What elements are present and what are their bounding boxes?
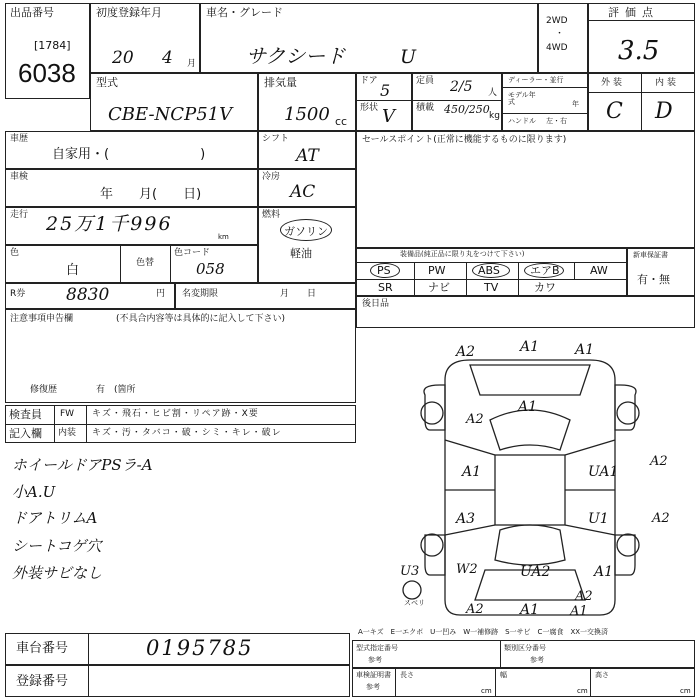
color-code-label: 色コード — [174, 248, 211, 258]
equip-ps: PS — [377, 264, 391, 277]
repair-label: 修復歴 — [30, 385, 58, 395]
name-change-value: 月 日 — [280, 289, 317, 299]
model-name-label: 車名・グレード — [206, 6, 283, 19]
first-reg-month-unit: 月 — [187, 59, 197, 69]
mark-bottom-right: A1 — [570, 604, 588, 619]
mark-bottom-center: A1 — [520, 602, 540, 618]
displacement-unit: cc — [335, 115, 348, 128]
displacement-value: 1500 — [284, 104, 330, 125]
diagram-legend: A一キズ E一エクボ U一凹み W一補修跡 S一サビ C一腐食 XX一交換済 — [358, 628, 609, 636]
model-year-unit: 年 — [572, 100, 579, 108]
drive-2wd: 2WD — [546, 16, 568, 26]
height-unit: cm — [680, 687, 691, 695]
notes-label: 記入欄 — [9, 427, 42, 440]
cert-label: 車検証明書 — [356, 671, 391, 679]
fuel-label: 燃料 — [262, 210, 281, 220]
fuel-diesel: 軽油 — [290, 247, 312, 260]
fw-items: キズ・飛石・ヒビ割・リペア跡・X要 — [92, 409, 259, 419]
height-label: 高さ — [595, 671, 609, 679]
mark-right-outer: A2 — [650, 454, 668, 469]
ref3-label: 参考 — [366, 683, 380, 691]
score-label: 評価点 — [608, 6, 659, 19]
shift-value: AT — [296, 146, 319, 166]
mark-rear-center: UA2 — [520, 564, 551, 580]
door-label: ドア — [360, 76, 378, 86]
ac-label: 冷房 — [262, 172, 281, 182]
type-label: 型式 — [96, 76, 118, 89]
shape-value: V — [382, 106, 395, 127]
recycle-value: 8830 — [66, 285, 110, 305]
mark-front-center: A1 — [520, 339, 540, 355]
aftermarket-label: 後日品 — [362, 299, 390, 309]
mark-left-bottom: U3 — [400, 564, 420, 579]
type-value: CBE-NCP51V — [108, 104, 233, 125]
mark-rear-left: W2 — [456, 562, 478, 577]
mark-bottom-right-2: A2 — [575, 589, 593, 604]
caution-note: (不具合内容等は具体的に記入して下さい) — [116, 314, 286, 324]
seats-unit: 人 — [488, 88, 498, 98]
first-reg-year: 20 — [112, 48, 134, 68]
drive-4wd: 4WD — [546, 43, 568, 53]
warranty-label: 新車保証書 — [633, 251, 668, 259]
first-reg-month: 4 — [162, 48, 173, 68]
length-label: 長さ — [400, 671, 414, 679]
model-name: サクシード — [246, 44, 346, 68]
mileage-unit: km — [218, 233, 229, 241]
note-line-4: シートコゲ穴 — [12, 537, 102, 555]
width-label: 幅 — [500, 671, 507, 679]
mark-fl-fender: A2 — [466, 412, 484, 427]
color-value: 白 — [66, 263, 80, 278]
type-designation-label: 型式指定番号 — [356, 644, 398, 652]
shift-label: シフト — [262, 134, 290, 144]
interior-label: 内装 — [655, 78, 680, 88]
history-value: 自家用・( ) — [52, 147, 206, 162]
handle-label: ハンドル — [508, 117, 536, 125]
equip-sr: SR — [378, 281, 393, 294]
mark-right-rear: U1 — [588, 511, 609, 527]
mark-left-rear: A3 — [456, 511, 476, 527]
repair-value: 有 (箇所 — [96, 385, 136, 395]
mark-front-left: A2 — [456, 344, 476, 360]
inspector-label: 検査員 — [9, 408, 42, 421]
equip-navi: ナビ — [428, 281, 450, 294]
lot-code: [1784] — [34, 39, 71, 52]
cert-split-3 — [590, 668, 591, 697]
chassis-label: 車台番号 — [16, 641, 69, 656]
mark-front-right: A1 — [575, 342, 595, 358]
fw-label: FW — [60, 409, 75, 419]
mileage-label: 走行 — [10, 210, 29, 220]
shape-label: 形状 — [360, 103, 379, 113]
recycle-yen: 円 — [156, 289, 166, 299]
lot-number: 6038 — [18, 58, 76, 88]
exterior-label: 外装 — [601, 78, 626, 88]
warranty-value: 有・無 — [637, 273, 670, 286]
seats-value: 2/5 — [450, 79, 473, 95]
interior-grade: D — [655, 99, 673, 124]
door-value: 5 — [380, 81, 391, 100]
chassis-value: 0195785 — [146, 636, 254, 660]
equip-abs: ABS — [478, 264, 500, 277]
load-unit: kg — [489, 111, 500, 121]
lot-label: 出品番号 — [10, 6, 54, 19]
grade: U — [400, 46, 417, 68]
equip-pw: PW — [428, 264, 446, 277]
dealer-label: ディーラー・並行 — [508, 76, 564, 84]
color-change-label: 色替 — [136, 258, 155, 268]
load-label: 積載 — [416, 103, 435, 113]
equip-aw: AW — [590, 264, 608, 277]
fuel-gas: ガソリン — [284, 225, 328, 238]
model-year-label: モデル年式 — [508, 91, 536, 106]
mark-right-door: UA1 — [588, 464, 619, 480]
seats-label: 定員 — [416, 76, 435, 86]
color-label: 色 — [10, 248, 20, 258]
mark-hood: A1 — [518, 399, 538, 415]
category-label: 類別区分番号 — [504, 644, 546, 652]
load-value: 450/250 — [444, 103, 490, 116]
inspection-value: 年 月( 日) — [100, 187, 202, 202]
mark-slip: スベリ — [404, 599, 425, 607]
equip-tv: TV — [484, 281, 499, 294]
designation-split — [500, 640, 501, 668]
mark-rear-quarter: A1 — [594, 564, 614, 580]
displacement-label: 排気量 — [264, 76, 297, 89]
int-items: キズ・汚・タバコ・破・シミ・キレ・破レ — [92, 428, 282, 438]
name-change-label: 名変期限 — [182, 289, 219, 299]
note-line-5: 外装サビなし — [12, 564, 103, 582]
note-line-1: ホイールドアPSラ-A — [12, 456, 153, 474]
cert-split-2 — [495, 668, 496, 697]
equipment-title: 装備品(純正品に限り丸をつけて下さい) — [400, 250, 525, 258]
note-line-3: ドアトリムA — [12, 509, 98, 527]
inspection-label: 車検 — [10, 172, 29, 182]
handle-value: 左・右 — [546, 117, 567, 125]
cert-split-1 — [395, 668, 396, 697]
score-value: 3.5 — [618, 36, 660, 66]
caution-label: 注意事項申告欄 — [10, 314, 74, 324]
int-label: 内装 — [58, 428, 77, 438]
mark-left-door: A1 — [462, 464, 482, 480]
equip-airbag: エアB — [530, 264, 560, 277]
exterior-grade: C — [606, 99, 623, 124]
mark-right-rear-outer: A2 — [652, 511, 670, 526]
ref2-label: 参考 — [530, 656, 544, 664]
note-line-2: 小A.U — [12, 483, 56, 501]
color-code-value: 058 — [196, 260, 225, 278]
ac-value: AC — [290, 182, 316, 202]
width-unit: cm — [577, 687, 588, 695]
equip-leather: カワ — [534, 281, 556, 294]
sales-point-title: セールスポイント(正常に機能するものに限ります) — [362, 135, 567, 145]
reg-label: 登録番号 — [16, 674, 69, 689]
recycle-label: R券 — [10, 289, 26, 299]
ref1-label: 参考 — [368, 656, 382, 664]
mark-bottom-left: A2 — [466, 602, 484, 617]
drive-dot: ・ — [555, 29, 565, 39]
length-unit: cm — [481, 687, 492, 695]
history-label: 車歴 — [10, 134, 29, 144]
first-reg-label: 初度登録年月 — [96, 6, 162, 19]
mileage-value: 25万1千996 — [46, 213, 173, 235]
